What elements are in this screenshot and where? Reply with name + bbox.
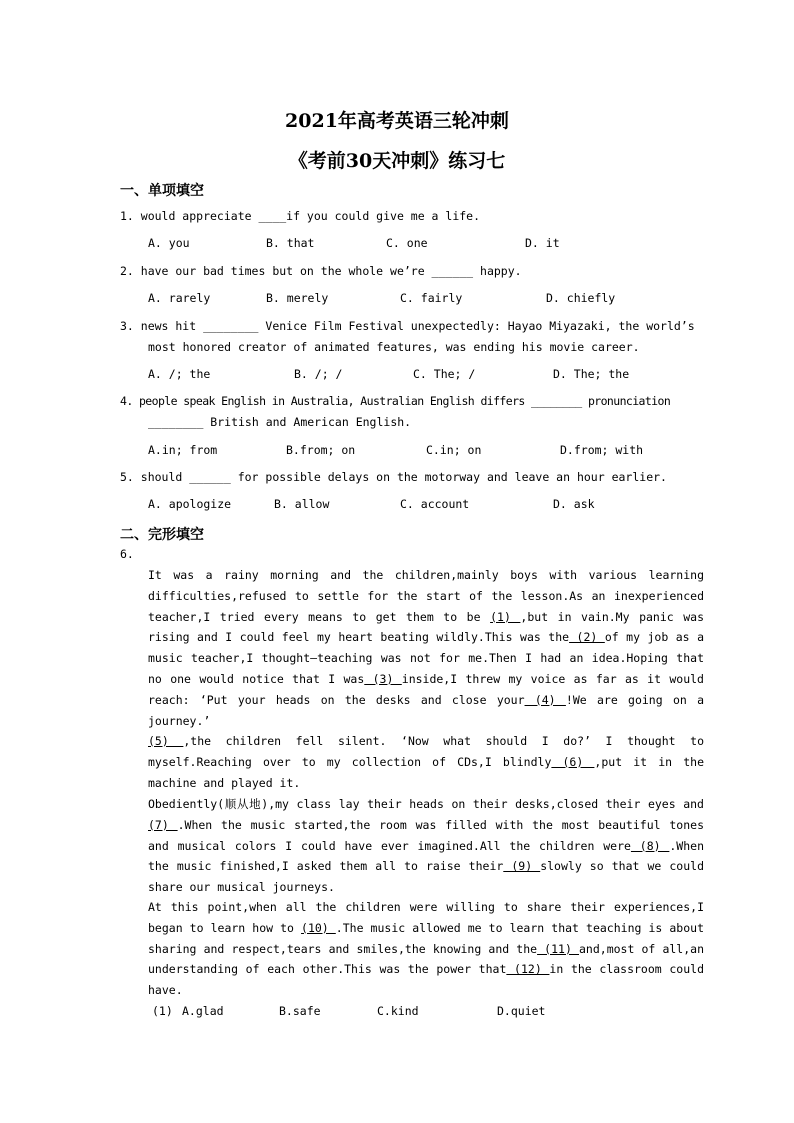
option-c: C. The; / bbox=[413, 367, 476, 381]
cloze-paragraph-3 bbox=[148, 794, 704, 898]
option-d: D. ask bbox=[553, 497, 595, 511]
cloze-text: .When the music started,the room was filled with the most beautiful tones and musical colors I could have ever imagined.All the children were bbox=[148, 817, 704, 853]
option-b: B. /; / bbox=[294, 367, 343, 381]
question-4-text: 4. people speak English in Australia, Australian English differs ________ pronunciation bbox=[120, 394, 671, 408]
option-d: D. The; the bbox=[553, 367, 630, 381]
question-3-text-cont: most honored creator of animated features, was ending his movie career. bbox=[148, 340, 640, 354]
cloze-paragraph-4 bbox=[148, 897, 704, 1001]
cloze-text: and,most of all,an understanding of each other.This was the power that bbox=[148, 941, 705, 977]
cloze-blank: (9) bbox=[503, 859, 541, 874]
cloze-blank: (10) bbox=[301, 920, 336, 935]
option-b: B.safe bbox=[279, 1004, 321, 1018]
cloze-options-row bbox=[152, 1004, 546, 1102]
question-1-text: 1. would appreciate ____if you could give me a life. bbox=[120, 209, 481, 223]
option-a: A.in; from bbox=[148, 443, 218, 457]
cloze-text: It was a rainy morning and the children,mainly boys with various learning difficulties,refused to settle for the start of the lesson.As an inexperienced teacher,I tried every means to get them to be bbox=[148, 568, 704, 624]
option-c: C.kind bbox=[377, 1004, 419, 1018]
option-d: D. chiefly bbox=[546, 291, 616, 305]
cloze-text: in the classroom could have. bbox=[148, 962, 704, 998]
cloze-blank: (12) bbox=[506, 962, 550, 977]
option-a: A. rarely bbox=[148, 291, 211, 305]
cloze-blank: (11) bbox=[537, 941, 579, 956]
option-d: D.quiet bbox=[497, 1004, 546, 1018]
option-b: B. that bbox=[266, 236, 315, 250]
page-subtitle: 《考前30天冲刺》练习七 bbox=[288, 150, 506, 172]
cloze-paragraph-2 bbox=[148, 731, 704, 793]
section-heading-single-choice: 一、单项填空 bbox=[120, 183, 204, 199]
cloze-text: .The music allowed me to learn that teaching is about sharing and respect,tears and smiles,the knowing and the bbox=[148, 920, 705, 956]
section-heading-cloze: 二、完形填空 bbox=[120, 527, 204, 543]
option-a: A.glad bbox=[182, 1004, 224, 1018]
option-c: C. one bbox=[386, 236, 428, 250]
cloze-text: inside,I threw my voice as far as it would reach: ‘Put your heads on the desks and close your bbox=[148, 671, 704, 707]
question-6-number: 6. bbox=[120, 547, 134, 561]
question-4-text-cont: ________ British and American English. bbox=[148, 415, 412, 429]
option-d: D. it bbox=[525, 236, 560, 250]
cloze-blank: (2) bbox=[569, 630, 605, 645]
cloze-text: of my job as a music teacher,I thought—teaching was not for me.Then I had an idea.Hoping that no one would notice that I was bbox=[148, 630, 704, 686]
question-5-text: 5. should ______ for possible delays on the motorway and leave an hour earlier. bbox=[120, 470, 667, 484]
cloze-blank: (5) bbox=[148, 734, 184, 748]
option-a: A. /; the bbox=[148, 367, 211, 381]
cloze-text: slowly so that we could share our musical journeys. bbox=[148, 859, 704, 895]
option-b: B.from; on bbox=[286, 443, 356, 457]
cloze-text: ,but in vain.My panic was rising and I could feel my heart beating wildly.This was the bbox=[148, 609, 704, 645]
cloze-option-number: (1) bbox=[152, 1004, 173, 1018]
option-d: D.from; with bbox=[560, 443, 644, 457]
cloze-text: Obediently(顺从地),my class lay their heads on their desks,closed their eyes and bbox=[148, 797, 704, 811]
question-3-text: 3. news hit ________ Venice Film Festival unexpectedly: Hayao Miyazaki, the world’s bbox=[120, 319, 695, 333]
page-title: 2021年高考英语三轮冲刺 bbox=[285, 110, 509, 132]
cloze-blank: (1) bbox=[490, 609, 521, 624]
cloze-text: .When the music finished,I asked them all to raise their bbox=[148, 838, 704, 874]
option-c: C. account bbox=[400, 497, 470, 511]
cloze-text: !We are going on a journey.’ bbox=[148, 692, 705, 728]
option-b: B. allow bbox=[274, 497, 330, 511]
cloze-text: ,the children fell silent. ‘Now what should I do?’ I thought to myself.Reaching over to my collection of CDs,I blindly bbox=[148, 734, 704, 769]
cloze-blank: (6) bbox=[551, 754, 595, 769]
option-a: A. apologize bbox=[148, 497, 232, 511]
cloze-blank: (8) bbox=[630, 838, 670, 853]
option-c: C.in; on bbox=[426, 443, 482, 457]
option-a: A. you bbox=[148, 236, 190, 250]
cloze-paragraph-1 bbox=[148, 565, 704, 731]
option-b: B. merely bbox=[266, 291, 329, 305]
cloze-blank: (4) bbox=[524, 692, 566, 707]
cloze-blank: (3) bbox=[364, 671, 402, 686]
cloze-blank: (7) bbox=[148, 817, 178, 832]
cloze-text: ,put it in the machine and played it. bbox=[148, 754, 704, 790]
option-c: C. fairly bbox=[400, 291, 463, 305]
cloze-text: At this point,when all the children were willing to share their experiences,I began to learn how to bbox=[148, 900, 704, 935]
question-2-text: 2. have our bad times but on the whole we’re ______ happy. bbox=[120, 264, 522, 278]
